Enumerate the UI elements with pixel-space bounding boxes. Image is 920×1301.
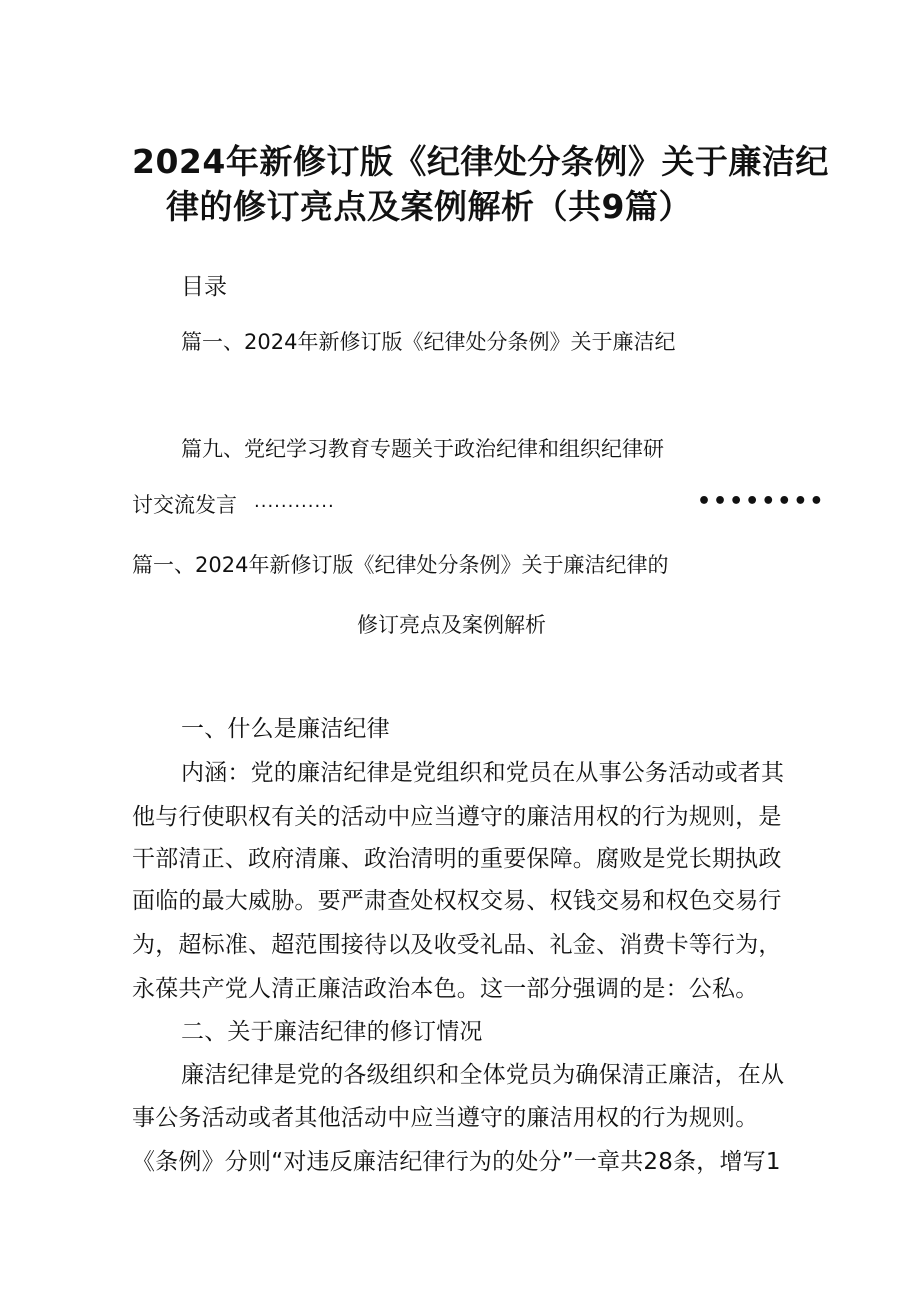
document-title-line-1: 2024年新修订版《纪律处分条例》关于廉洁纪 (132, 142, 829, 181)
paragraph-line: 面临的最大威胁。要严肃查处权权交易、权钱交易和权色交易行 (132, 888, 782, 914)
toc-dot-leader: ............ (254, 491, 335, 512)
paragraph-line: 内涵：党的廉洁纪律是党组织和党员在从事公务活动或者其 (181, 760, 785, 786)
paragraph-line: 廉洁纪律是党的各级组织和全体党员为确保清正廉洁，在从 (181, 1062, 785, 1088)
paragraph-line: 永葆共产党人清正廉洁政治本色。这一部分强调的是：公私。 (132, 976, 759, 1002)
toc-page-marker: •••••••• (697, 489, 826, 514)
toc-heading: 目录 (181, 274, 227, 300)
paragraph-line: 为，超标准、超范围接待以及收受礼品、礼金、消费卡等行为， (132, 932, 782, 958)
document-title-line-2: 律的修订亮点及案例解析（共9篇） (166, 187, 692, 226)
toc-entry-9-line-2[interactable]: 讨交流发言 (132, 493, 237, 517)
paragraph-line: 《条例》分则“对违反廉洁纪律行为的处分”一章共28条，增写1 (132, 1149, 781, 1175)
section-title-line-2: 修订亮点及案例解析 (357, 613, 546, 637)
paragraph-line: 干部清正、政府清廉、政治清明的重要保障。腐败是党长期执政 (132, 846, 782, 872)
section-title-line-1: 篇一、2024年新修订版《纪律处分条例》关于廉洁纪律的 (132, 553, 669, 577)
toc-entry-1[interactable]: 篇一、2024年新修订版《纪律处分条例》关于廉洁纪 (181, 330, 676, 354)
body-heading-2: 二、关于廉洁纪律的修订情况 (181, 1019, 483, 1045)
body-heading-1: 一、什么是廉洁纪律 (181, 716, 390, 742)
toc-entry-9-line-1[interactable]: 篇九、党纪学习教育专题关于政治纪律和组织纪律研 (181, 437, 664, 461)
paragraph-line: 事公务活动或者其他活动中应当遵守的廉洁用权的行为规则。 (132, 1105, 759, 1131)
paragraph-line: 他与行使职权有关的活动中应当遵守的廉洁用权的行为规则，是 (132, 804, 782, 830)
